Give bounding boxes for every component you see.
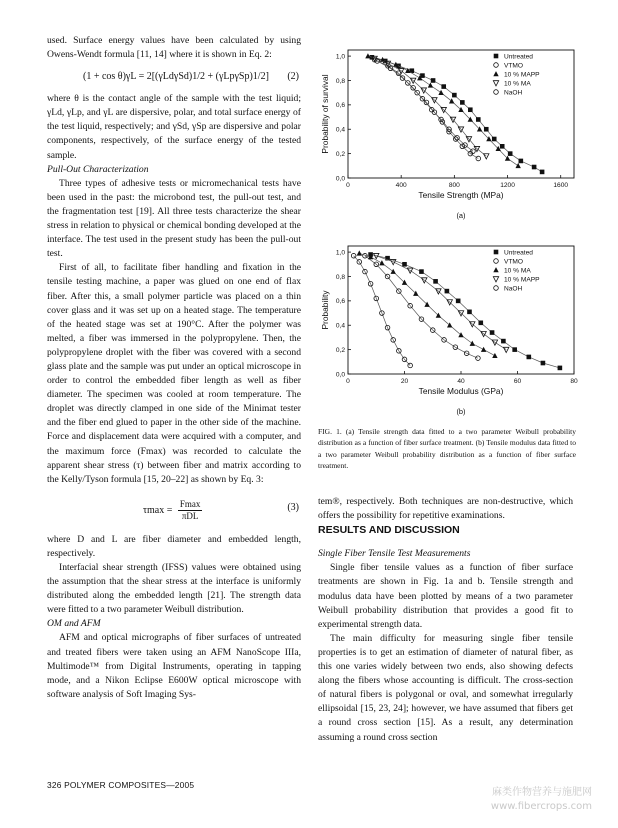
x-tick-label: 0 — [346, 378, 350, 385]
data-point — [481, 347, 486, 352]
plot-frame — [348, 50, 574, 178]
data-point — [467, 310, 472, 315]
equation-3 — [47, 487, 301, 533]
y-tick-label: 0,8 — [335, 273, 345, 281]
data-point — [504, 347, 509, 352]
legend-label: Untreated — [504, 53, 533, 61]
x-tick-label: 400 — [395, 182, 407, 189]
data-point — [441, 84, 446, 89]
series-vtmo — [372, 57, 480, 160]
equation-3-fraction — [178, 499, 203, 522]
legend-label: 10 % MA — [504, 267, 531, 275]
y-tick-label: 0,4 — [335, 322, 345, 330]
y-axis-label: Probability of survival — [320, 74, 330, 154]
y-tick-label: 0,2 — [335, 150, 345, 158]
equation-2-number: (2) — [287, 71, 299, 83]
data-point — [541, 361, 546, 366]
right-column — [318, 495, 573, 745]
y-tick-label: 0,4 — [335, 126, 345, 134]
legend-marker — [494, 63, 499, 68]
data-point — [532, 165, 537, 170]
data-point — [402, 262, 407, 267]
legend-label: NaOH — [504, 285, 523, 293]
legend-label: 10 % MAPP — [504, 71, 540, 79]
paragraph-eq3-where: where D and L are fiber diameter and embedded length, respectively. — [47, 533, 301, 559]
paragraph-om-afm: AFM and optical micrographs of fiber surfaces of untreated and treated fibers were taken using an AFM NanoScope IIIa, Multimode™ from Digital Instruments, operating in tapping mode, and a Nikon Eclipse E600W optical microscope with software analysis of Soft Imaging Sys- — [47, 632, 301, 700]
legend-marker — [493, 71, 498, 76]
data-point — [492, 353, 497, 358]
figure-caption: FIG. 1. (a) Tensile strength data fitted to a two parameter Weibull probability distribution as a function of fiber surface treatment. (b) Tensile modulus data fitted to a two parameter Weibull probability distribution as a function of fiber surface treatment. — [318, 427, 576, 471]
y-axis-label: Probability — [320, 290, 330, 330]
y-tick-label: 0,8 — [335, 77, 345, 85]
data-point — [438, 90, 443, 95]
paragraph-single-1: Single fiber tensile values as a function of fiber surface treatments are shown in Fig. 1a and b. Tensile strength and modulus data have been plotted by means of a two parameter Weibull probability distribution that provides a good fit to experimental strength data. — [318, 562, 573, 630]
data-point — [351, 253, 356, 258]
watermark-line-2: www.fibercrops.com — [490, 801, 592, 812]
legend-marker — [494, 286, 499, 291]
legend-marker — [494, 90, 499, 95]
data-point — [478, 321, 483, 326]
data-point — [449, 98, 454, 103]
equation-3-numerator: Fmax — [179, 498, 201, 509]
x-axis-label: Tensile Modulus (GPa) — [418, 386, 504, 396]
heading-single-fiber: Single Fiber Tensile Test Measurements — [318, 548, 471, 560]
data-point — [519, 159, 524, 164]
data-point — [476, 117, 481, 122]
data-point — [445, 289, 450, 294]
series-10-ma — [357, 250, 498, 358]
watermark — [491, 786, 592, 814]
equation-3-formula — [143, 499, 202, 522]
page-footer: 326 POLYMER COMPOSITES—2005 — [47, 780, 195, 790]
legend-label: 10 % MAPP — [504, 276, 540, 284]
paragraph-ifss: Interfacial shear strength (IFSS) values were obtained using the assumption that the shear stress at the interface is uniformly distributed along the embedded length [21]. The strength data were fitted to a two parameter Weibull distribution. — [47, 562, 301, 616]
data-point — [492, 137, 497, 142]
fit-curve — [376, 256, 506, 350]
data-point — [470, 341, 475, 346]
figure-1b-chart — [312, 236, 580, 420]
legend-label: Untreated — [504, 249, 533, 257]
data-point — [540, 170, 545, 175]
legend-marker — [493, 277, 498, 282]
data-point — [357, 250, 362, 255]
data-point — [452, 93, 457, 98]
legend-label: VTMO — [504, 258, 524, 266]
equation-3-lhs: τmax = — [143, 504, 173, 516]
series-naoh — [375, 59, 475, 154]
y-tick-label: 1,0 — [335, 249, 345, 257]
data-point — [431, 78, 436, 83]
x-tick-label: 80 — [570, 378, 578, 385]
paragraph-continued: tem®, respectively. Both techniques are non-destructive, which offers the possibility for repetitive examinations. — [318, 496, 573, 522]
data-point — [419, 269, 424, 274]
x-tick-label: 800 — [448, 182, 460, 189]
data-point — [527, 355, 532, 360]
x-tick-label: 1200 — [500, 182, 515, 189]
left-column — [47, 34, 301, 702]
data-point — [558, 366, 563, 371]
x-tick-label: 1600 — [553, 182, 569, 189]
legend-marker — [493, 81, 498, 86]
legend-marker — [494, 250, 499, 255]
data-point — [484, 154, 489, 159]
data-point — [391, 269, 396, 274]
legend-marker — [493, 267, 498, 272]
paragraph-pull-out-2: First of all, to facilitate fiber handling and fixation in the tensile testing machine, a paper was glued on one end of flax fiber. After this, a small polymer particle was placed on a thin cover glass and it was set up on a heated stage. The temperature of the heated stage was set at 190°C. After the polymer was melted, a fiber was immersed in the polypropylene. Then, the polypropylene droplet with the fiber was covered with a second glass plate and the sample was put under an optical microscope in order to control the embedded fiber length as well as fiber diameter. The specimen was cooled at room temperature. The droplet was directly clamped in one side of the Minimat tester and the fiber end glued to paper in the other side of the machine. Force and displacement data were acquired with a computer, and the maximum force (Fmax) was recorded to calculate the apparent shear stress (τ) between fiber and matrix according to the Kelly/Tyson formula [15, 20–22] as shown by Eq. 3: — [47, 262, 301, 485]
chart-legend — [493, 54, 540, 97]
y-tick-label: 0,2 — [335, 346, 345, 354]
data-point — [512, 347, 517, 352]
data-point — [458, 332, 463, 337]
x-tick-label: 20 — [400, 378, 409, 385]
legend-label: NaOH — [504, 89, 523, 97]
fit-curve — [377, 61, 473, 151]
data-point — [508, 151, 513, 156]
data-point — [500, 144, 505, 149]
data-point — [456, 299, 461, 304]
data-point — [501, 339, 506, 344]
figure-1a-chart — [312, 30, 580, 222]
data-point — [433, 279, 438, 284]
data-point — [490, 330, 495, 335]
paragraph-single-2: The main difficulty for measuring single fiber tensile properties is to get an estimation of diameter of natural fiber, as this one varies widely between two ends, also showing defects along the fibers whose accounting is difficult. The cross-section of natural fibers is polygonal or oval, and somewhat irregularly ellipsoidal [15, 23, 24]; however, we have assumed that fibers get a round cross section [15]. As a result, any determination assuming a round cross section — [318, 632, 573, 743]
heading-pull-out: Pull-Out Characterization — [47, 163, 149, 175]
x-tick-label: 40 — [457, 378, 465, 385]
heading-results: RESULTS AND DISCUSSION — [318, 524, 460, 537]
heading-om-afm: OM and AFM — [47, 618, 101, 630]
watermark-line-1: 麻类作物营养与施肥网 — [492, 787, 592, 798]
data-point — [515, 163, 520, 168]
equation-3-number: (3) — [287, 501, 299, 513]
legend-label: 10 % MA — [504, 80, 531, 88]
y-tick-label: 0,6 — [335, 298, 345, 306]
x-tick-label: 0 — [346, 182, 350, 189]
data-point — [468, 107, 473, 112]
y-tick-label: 0,0 — [335, 175, 345, 183]
equation-2 — [47, 62, 301, 92]
panel-label: (b) — [456, 407, 466, 416]
data-point — [484, 127, 489, 132]
legend-marker — [494, 259, 499, 264]
equation-3-denominator: πDL — [181, 510, 199, 521]
y-tick-label: 0,0 — [335, 371, 345, 379]
panel-label: (a) — [456, 211, 466, 220]
data-point — [379, 260, 384, 265]
x-tick-label: 60 — [513, 378, 522, 385]
x-axis-label: Tensile Strength (MPa) — [418, 190, 504, 200]
y-tick-label: 0,6 — [335, 102, 345, 110]
paragraph-where: where θ is the contact angle of the sample with the test liquid; γLd, γLp, and γL are dispersive, polar, and total surface energy of the test liquid, respectively; and γSd, γSp are dispersive and polar components, respectively, of the surface energy of the tested sample. — [47, 93, 301, 161]
equation-2-formula: (1 + cos θ)γL = 2[(γLdγSd)1/2 + (γLpγSp)1/2] — [83, 71, 269, 83]
legend-marker — [494, 54, 499, 59]
data-point — [460, 100, 465, 105]
chart-legend — [493, 250, 540, 293]
paragraph-pull-out-1: Three types of adhesive tests or micromechanical tests have been used in the past: the microbond test, the pull-out test, and the fragmentation test [19]. All three tests characterize the shear stress in relation to physical or chemical bonding developed at the interface. The test used in the present study has been the pull-out test. — [47, 177, 301, 260]
data-point — [476, 356, 481, 361]
data-point — [428, 82, 433, 87]
paragraph-intro: used. Surface energy values have been calculated by using Owens-Wendt formula [11, 14] where it is shown in Eq. 2: — [47, 35, 301, 61]
y-tick-label: 1,0 — [335, 53, 345, 61]
legend-label: VTMO — [504, 62, 524, 70]
